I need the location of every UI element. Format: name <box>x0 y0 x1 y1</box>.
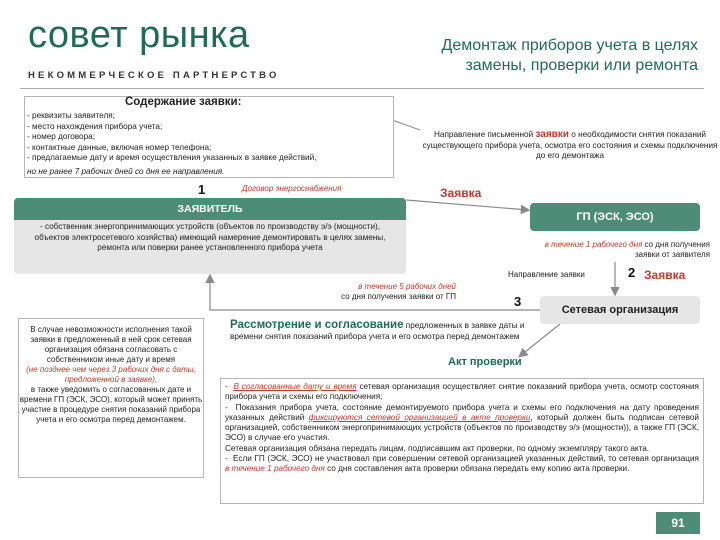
step-number-1: 1 <box>198 182 206 197</box>
step-number-2: 2 <box>628 265 636 280</box>
gp-note-deadline: в течение 1 рабочего дня <box>544 240 643 249</box>
act-b4-red: в течение 1 рабочего дня <box>225 464 325 474</box>
gp-title: ГП (ЭСК, ЭСО) <box>530 203 700 231</box>
direction-post: о необходимости снятия показаний существующего прибора учета, осмотра его состояния и схемы подключения до его демонтажа <box>422 130 718 160</box>
request-contents-box <box>24 96 394 178</box>
review-title: Рассмотрение и согласование <box>230 319 404 331</box>
reschedule-box <box>18 318 204 478</box>
page-title-line1: Демонтаж приборов учета в целях <box>441 37 698 54</box>
network-org-title: Сетевая организация <box>540 296 700 324</box>
connector-request <box>392 120 420 130</box>
direction-pre: Направление письменной <box>434 130 536 139</box>
request-label-1: Заявка <box>440 186 482 200</box>
request-note: но не ранее 7 рабочих дней со дня ее направления. <box>27 167 225 176</box>
reschedule-text-2: в также уведомить о согласованных дате и времени ГП (ЭСК, ЭСО), который может принять участие в процедуре снятия показаний прибора учета и его осмотра перед демонтажем. <box>19 385 203 424</box>
arrow-applicant-gp <box>406 200 528 210</box>
five-days-note <box>290 282 456 302</box>
reschedule-text-1: В случае невозможности исполнения такой заявки в предложенный в ней срок сетевая организация обязана согласовать с собственником иные дату и время <box>30 325 192 364</box>
step-number-3: 3 <box>514 294 522 309</box>
direction-keyword: заявки <box>535 129 569 140</box>
contract-label: Договор энергоснабжения <box>242 184 342 193</box>
direction-written-text <box>420 130 720 162</box>
request-item: - предлагаемые дату и время осуществления указанных в заявке действий, <box>27 153 316 164</box>
request-item: - контактные данные, включая номер телефона; <box>27 143 316 154</box>
act-bullet-1: - В согласованные дату и время сетевая организация осуществляет снятие показаний прибора учета, осмотр состояния прибора учета и схемы его подключения; <box>225 382 699 402</box>
reschedule-deadline: (не позднее чем через 3 рабочих дня с даты, предложенной в заявке), <box>26 365 196 384</box>
direction-short-label: Направление заявки <box>508 270 585 279</box>
logo-title: совет рынка <box>28 14 250 56</box>
act-b4-pre: Если ГП (ЭСК, ЭСО) не участвовал при совершении сетевой организацией указанных действий, то сетевая организация <box>233 454 699 464</box>
five-days-deadline: в течение 5 рабочих дней <box>358 282 456 291</box>
gp-note <box>520 240 710 260</box>
act-b4-rest: со дня составления акта проверки обязана передать ему копию акта проверки. <box>324 464 630 474</box>
act-bullet-4: - Если ГП (ЭСК, ЭСО) не участвовал при совершении сетевой организацией указанных действий, то сетевая организация в течение 1 рабочего дня со дня составления акта проверки обязана передать ему копию акта проверки. <box>225 454 699 474</box>
applicant-description: - собственник энергопринимающих устройств (объектов по производству э/э (мощности), объектов электросетевого хозяйства) имеющий намерение демонтировать в целях замены, ремонта или поверки ранее установленного прибора учета <box>34 222 386 252</box>
act-b1-deadline: В согласованные дату и время <box>233 382 357 391</box>
act-title: Акт проверки <box>448 356 522 368</box>
act-bullet-2: - Показания прибора учета, состояние демонтируемого прибора учета и схемы его подключения на дату проведения указанных действий фиксируются сетевой организацией в акте проверки, который должен быть подписан сетевой организацией, собственником энергопринимающих устройств (объектов по производству э/э (мощности)), а также ГП (ЭСК, ЭСО) в случае его участия. <box>225 402 699 443</box>
logo-subtitle: НЕКОММЕРЧЕСКОЕ ПАРТНЕРСТВО <box>28 70 280 81</box>
request-title: Содержание заявки: <box>125 96 242 108</box>
request-item: - реквизиты заявителя; <box>27 111 316 122</box>
act-b2-red: фиксируются сетевой организацией в акте проверки <box>308 412 531 422</box>
applicant-title: ЗАЯВИТЕЛЬ <box>14 198 406 220</box>
act-details-box <box>220 378 704 504</box>
act-b2-rest: , который должен быть подписан сетевой организацией, собственником энергопринимающих устройств (объектов по производству э/э (мощности)), а также ГП (ЭСК, ЭСО) в случае его участия. <box>225 412 699 443</box>
request-label-2: Заявка <box>644 268 686 282</box>
page-number: 91 <box>656 512 700 534</box>
act-text-3: Сетевая организация обязана передать лицам, подписавшим акт проверки, по одному экземпляру такого акта. <box>225 443 650 453</box>
request-item: - номер договора; <box>27 132 316 143</box>
review-block <box>230 320 530 342</box>
act-b1-rest: сетевая организация осуществляет снятие показаний прибора учета, осмотр состояния прибора учета и схемы его подключения; <box>225 382 699 402</box>
act-b2-pre: Показания прибора учета, состояние демонтируемого прибора учета и схемы его подключения на дату проведения указанных действий <box>225 402 699 422</box>
five-days-rest: со дня получения заявки от ГП <box>341 292 456 301</box>
review-text: предложенных в заявке даты и времени снятия показаний прибора учета и его осмотра перед демонтажем <box>230 321 525 341</box>
request-item: - место нахождения прибора учета; <box>27 122 316 133</box>
request-items <box>27 111 316 164</box>
page-title-line2: замены, проверки или ремонта <box>465 57 698 74</box>
gp-note-rest: со дня получения заявки от заявителя <box>635 240 710 259</box>
